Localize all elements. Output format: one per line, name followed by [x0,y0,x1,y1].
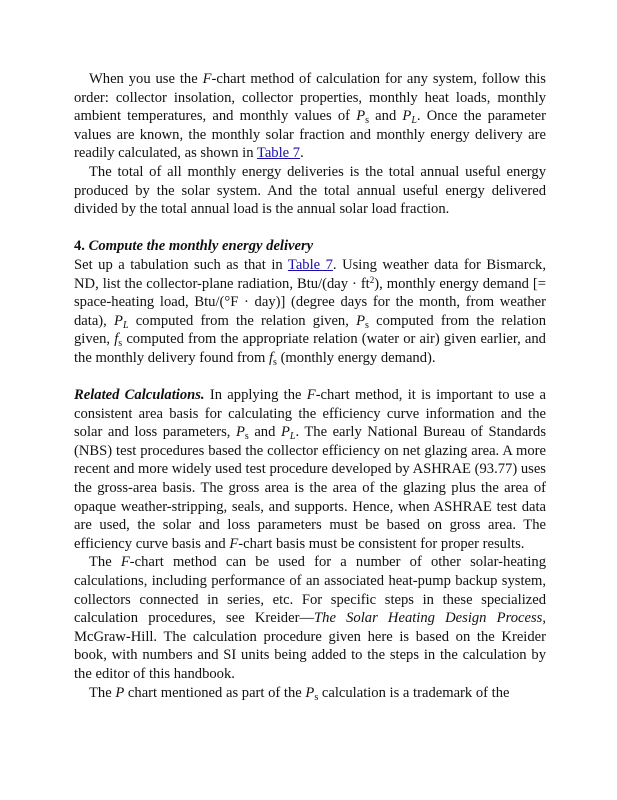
book-title: The Solar Heating Design Process [314,610,543,627]
paragraph-related-calculations: Related Calculations. In applying the F-chart method, it is important to use a consistent area basis for calculating the efficiency curve information and the solar and loss parameters, $P_s$ and $P_L$. The early National Bureau of Standards (NBS) test procedures based the collector efficiency on net glazing area. A more recent and more widely used test procedure developed by ASHRAE (93.77) uses the gross-area basis. The gross area is the area of the glazing plus the area of opaque weather-stripping, seals, and supports. Hence, when ASHRAE test data are used, the solar and loss parameters must be based on gross area. The efficiency curve basis and F-chart basis must be consistent for proper results. [74,387,547,552]
table-7-link[interactable]: Table 7 [256,145,301,162]
paragraph-annual-total: The total of all monthly energy deliveries is the total annual useful energy produced by the solar system. And the total annual useful energy delivered divided by the total annual load is the annual solar load fraction. [74,163,546,218]
paragraph-monthly-delivery: Set up a tabulation such as that in Table 7. Using weather data for Bismarck, ND, list the collector-plane radiation, $Btu/(day \cdot ft^2)$, monthly energy demand [= space-heating load, Btu/(°F · day)] (degree days for the month, from weather data), $P_L$ computed from the relation given, $P_s$ computed from the relation given, $f_s$ computed from the appropriate relation (water or air) given earlier, and the monthly delivery found from $f_s$ (monthly energy demand). [74,256,546,368]
related-calculations-heading: Related Calculations. [74,387,205,404]
table-7-link-2[interactable]: Table 7 [287,256,333,273]
paragraph-fchart-order: When you use the F-chart method of calculation for any system, follow this order: collector insolation, collector properties, monthly heat loads, monthly ambient temperatures, and monthly values of $P_s$ and $P_L$. Once the parameter values are known, the monthly solar fraction and monthly energy delivery are readily calculated, as shown in Table 7. [74,71,547,162]
spacer [74,219,546,238]
paragraph-p-chart: The P chart mentioned as part of the $P_s$ calculation is a trademark of the [89,684,510,703]
section-heading: 4. Compute the monthly energy delivery [74,238,314,255]
paragraph-other-calculations: The F-chart method can be used for a number of other solar-heating calculations, including performance of an associated heat-pump backup system, collectors connected in series, etc. For specific steps in these specialized calculation procedures, see Kreider—The Solar Heating Design Process, McGraw-Hill. The calculation procedure given here is based on the Kreider book, with numbers and SI units being added to the steps in the calculation by the editor of this handbook. [74,554,546,682]
spacer [74,368,546,387]
document-page [74,70,546,702]
